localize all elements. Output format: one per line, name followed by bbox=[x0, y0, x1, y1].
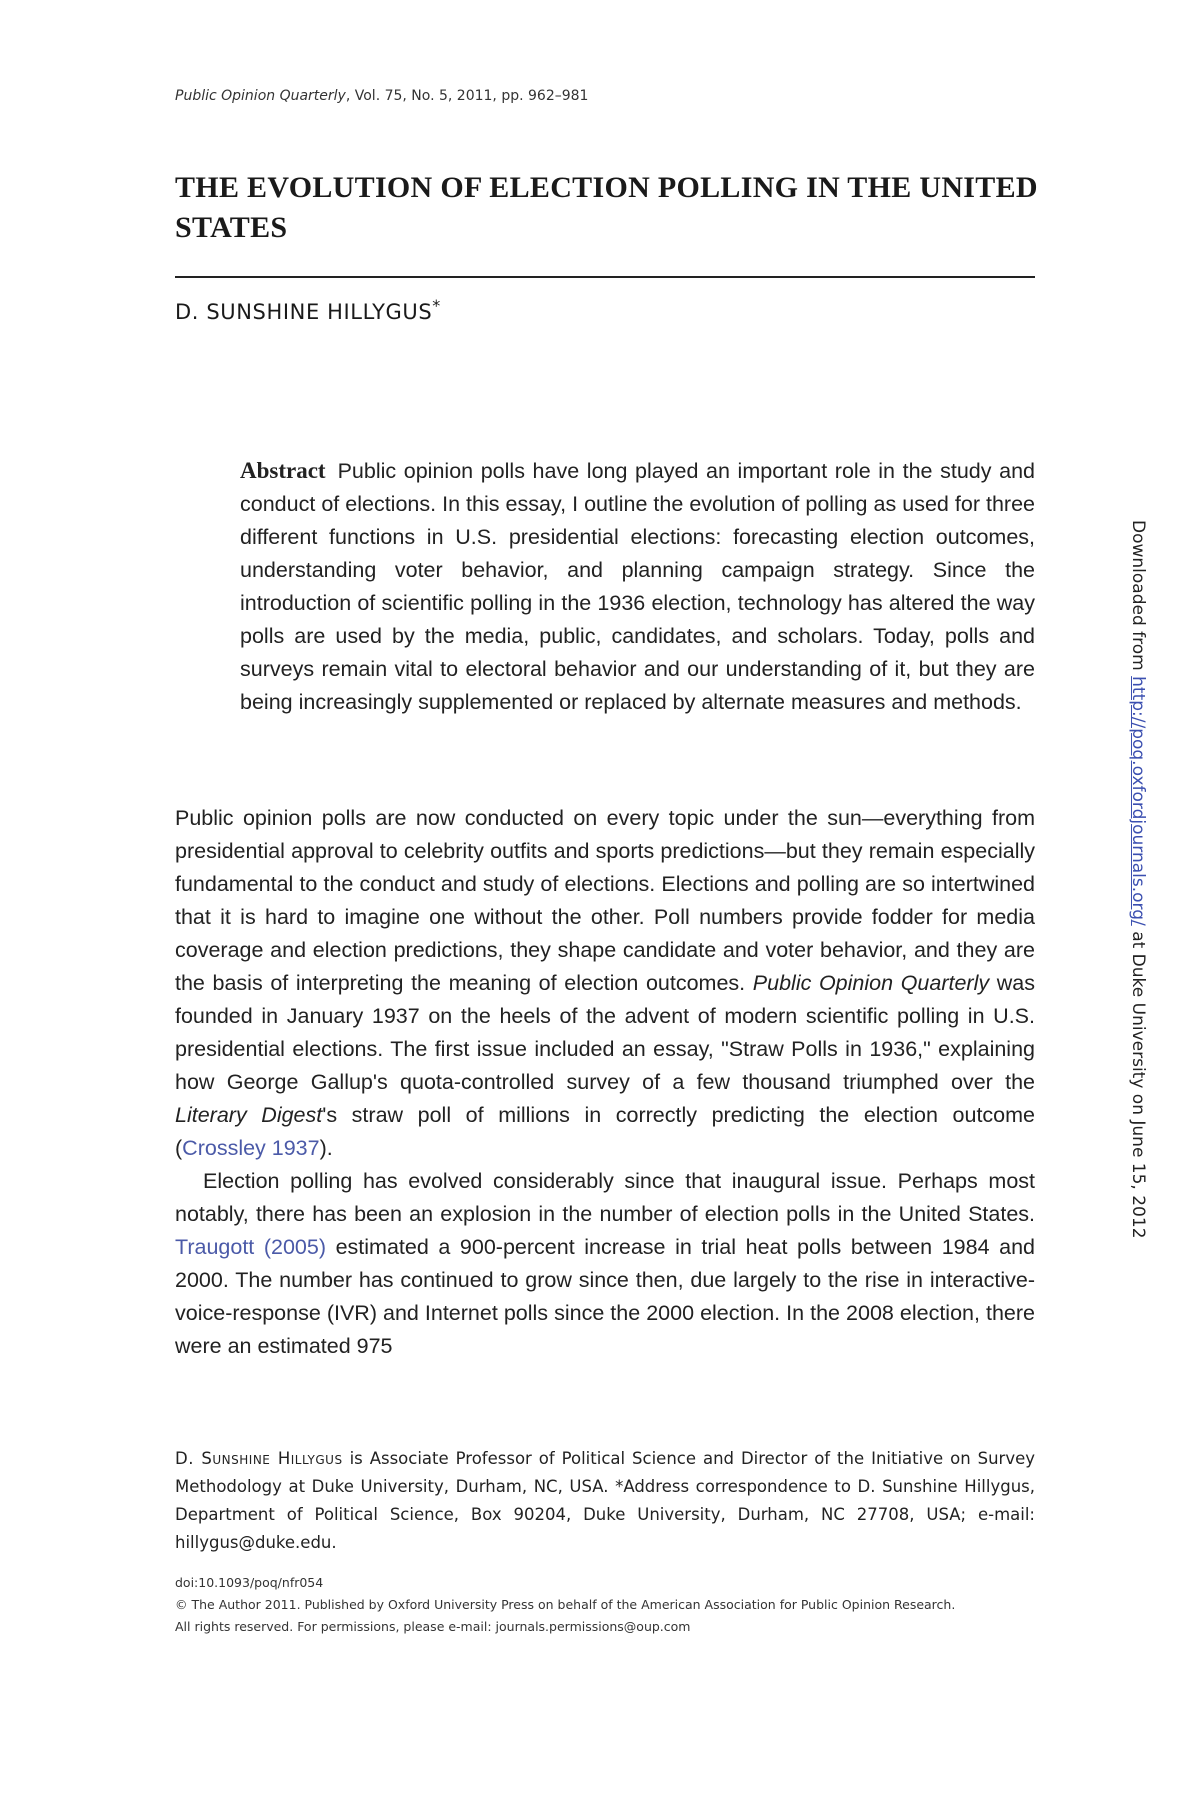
author-marker: * bbox=[432, 296, 441, 315]
download-link[interactable]: http://poq.oxfordjournals.org/ bbox=[1128, 676, 1148, 926]
footnote-author-name: D. Sunshine Hillygus bbox=[175, 1449, 343, 1468]
download-watermark bbox=[1128, 520, 1148, 1239]
p2-text-b: estimated a 900-percent increase in trial heat polls between 1984 and 2000. The number has continued to grow since then, due largely to the rise in interactive-voice-response (IVR) and Internet polls since the 2000 election. In the 2008 election, there were an estimated 975 bbox=[175, 1235, 1035, 1358]
p2-text-a: Election polling has evolved considerably since that inaugural issue. Perhaps most notably, there has been an explosion in the number of election polls in the United States. bbox=[175, 1169, 1035, 1226]
running-head bbox=[175, 88, 588, 104]
p1-text-d: ). bbox=[319, 1136, 333, 1160]
p1-text-c: 's straw poll of millions in correctly predicting the election outcome ( bbox=[175, 1103, 1035, 1160]
author-footnote bbox=[175, 1445, 1035, 1557]
rights-line: All rights reserved. For permissions, please e-mail: journals.permissions@oup.com bbox=[175, 1619, 691, 1634]
citation-link-traugott[interactable]: Traugott (2005) bbox=[175, 1235, 326, 1259]
abstract-label: Abstract bbox=[240, 458, 326, 483]
author-line bbox=[175, 296, 441, 324]
running-head-citation: , Vol. 75, No. 5, 2011, pp. 962–981 bbox=[345, 88, 589, 104]
download-suffix: at Duke University on June 15, 2012 bbox=[1128, 931, 1148, 1239]
article-title: THE EVOLUTION OF ELECTION POLLING IN THE UNITED STATES bbox=[175, 171, 1038, 244]
copyright-line: © The Author 2011. Published by Oxford University Press on behalf of the American Association for Public Opinion Research. bbox=[175, 1597, 956, 1612]
journal-name: Public Opinion Quarterly bbox=[752, 971, 990, 995]
abstract bbox=[240, 454, 1035, 719]
doi-line: doi:10.1093/poq/nfr054 bbox=[175, 1575, 324, 1590]
footnote-text: is Associate Professor of Political Science and Director of the Initiative on Survey Methodology at Duke University, Durham, NC, USA. *Address correspondence to D. Sunshine Hillygus, Department of Political Science, Box 90204, Duke University, Durham, NC 27708, USA; e-mail: hillygus@duke.edu. bbox=[175, 1449, 1035, 1552]
p1-text-a: Public opinion polls are now conducted on every topic under the sun—everything from presidential approval to celebrity outfits and sports predictions—but they remain especially fundamental to the conduct and study of elections. Elections and polling are so intertwined that it is hard to imagine one without the other. Poll numbers provide fodder for media coverage and election predictions, they shape candidate and voter behavior, and they are the basis of interpreting the meaning of election outcomes. bbox=[175, 806, 1035, 995]
running-head-journal: Public Opinion Quarterly bbox=[175, 88, 346, 104]
title-rule bbox=[175, 276, 1035, 278]
download-prefix: Downloaded from bbox=[1128, 520, 1148, 671]
digest-word: Digest bbox=[261, 1103, 323, 1127]
literary-word: Literary bbox=[175, 1103, 247, 1127]
abstract-text: Public opinion polls have long played an important role in the study and conduct of elections. In this essay, I outline the evolution of polling as used for three different functions in U.S. presidential elections: forecasting election outcomes, understanding voter behavior, and planning campaign strategy. Since the introduction of scientific polling in the 1936 election, technology has altered the way polls are used by the media, public, candidates, and scholars. Today, polls and surveys remain vital to electoral behavior and our understanding of it, but they are being increasingly supplemented or replaced by alternate measures and methods. bbox=[240, 459, 1035, 714]
body-text bbox=[175, 802, 1035, 1363]
paragraph-1 bbox=[175, 802, 1035, 1165]
citation-link-crossley[interactable]: Crossley 1937 bbox=[182, 1136, 320, 1160]
paragraph-2 bbox=[175, 1165, 1035, 1363]
p1-text-b: was founded in January 1937 on the heels of the advent of modern scientific polling in U.S. presidential elections. The first issue included an essay, "Straw Polls in 1936," explaining how George Gallup's quota-controlled survey of a few thousand triumphed over the bbox=[175, 971, 1035, 1094]
imprint bbox=[175, 1572, 1055, 1638]
author-name: D. SUNSHINE HILLYGUS bbox=[175, 300, 433, 324]
